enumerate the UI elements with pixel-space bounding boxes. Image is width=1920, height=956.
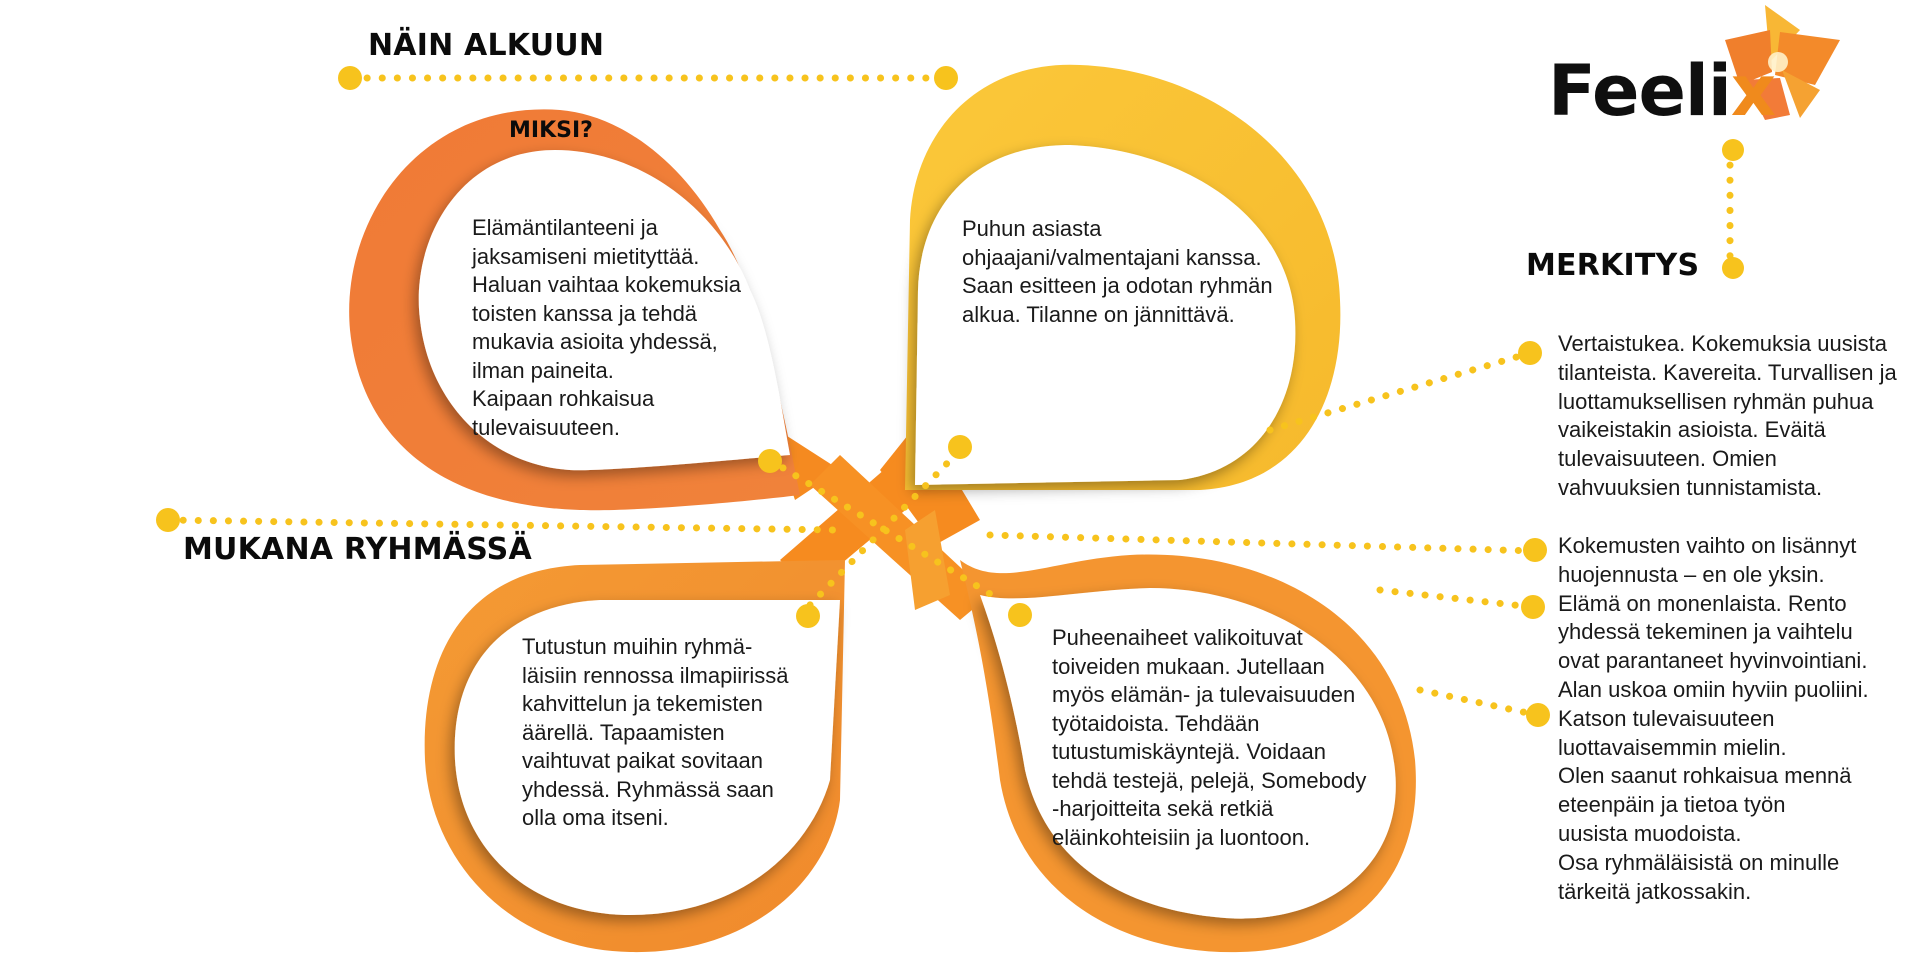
text-line: olla oma itseni.	[522, 805, 669, 830]
text-line: tehdä testejä, pelejä, Somebody	[1052, 767, 1367, 793]
bubble-text-bottom-right	[1052, 624, 1366, 852]
text-line: toisten kanssa ja tehdä	[472, 300, 698, 326]
heading-group: MUKANA RYHMÄSSÄ	[183, 532, 532, 567]
text-line: kahvittelun ja tekemisten	[522, 691, 763, 716]
text-line: eläinkohteisiin ja luontoon.	[1052, 824, 1311, 850]
text-line: Olen saanut rohkaisua mennä	[1558, 763, 1852, 789]
text-line: toiveiden mukaan. Jutellaan	[1052, 653, 1325, 679]
text-line: tulevaisuuteen.	[472, 414, 620, 440]
text-line: alkua. Tilanne on jännittävä.	[962, 301, 1235, 327]
text-line: Puheenaiheet valikoituvat	[1052, 625, 1303, 650]
text-line: Elämäntilanteeni ja	[472, 215, 658, 240]
logo-text-x: x	[1730, 50, 1776, 132]
text-line: äärellä. Tapaamisten	[522, 719, 725, 745]
text-line: Vertaistukea. Kokemuksia uusista	[1558, 331, 1887, 356]
text-line: huojennusta – en ole yksin.	[1558, 561, 1825, 587]
bubble-text-bottom-left	[522, 633, 789, 833]
heading-why: MIKSI?	[509, 118, 593, 143]
text-line: eteenpäin ja tietoa työn	[1558, 792, 1786, 818]
text-line: mukavia asioita yhdessä,	[472, 329, 718, 354]
text-line: Alan uskoa omiin hyviin puoliini.	[1558, 676, 1869, 702]
text-line: Tutustun muihin ryhmä-	[522, 634, 753, 659]
meaning-text-block-2	[1558, 532, 1869, 906]
text-line: Katson tulevaisuuteen	[1558, 705, 1775, 731]
heading-start: NÄIN ALKUUN	[368, 28, 605, 63]
text-line: läisiin rennossa ilmapiirissä	[522, 662, 789, 688]
text-line: luottamuksellisen ryhmän puhua	[1558, 388, 1874, 414]
text-line: yhdessä. Ryhmässä saan	[522, 776, 774, 802]
text-line: vaihtuvat paikat sovitaan	[522, 748, 763, 773]
text-line: luottavaisemmin mielin.	[1558, 734, 1787, 760]
logo-text-main: Feeli	[1548, 50, 1731, 132]
text-line: Kokemusten vaihto on lisännyt	[1558, 533, 1857, 558]
text-line: uusista muodoista.	[1558, 820, 1742, 846]
text-line: ovat parantaneet hyvinvointiani.	[1558, 648, 1868, 674]
text-line: Elämä on monenlaista. Rento	[1558, 590, 1847, 616]
text-line: -harjoitteita sekä retkiä	[1052, 796, 1274, 821]
text-line: myös elämän- ja tulevaisuuden	[1052, 682, 1356, 707]
text-line: tutustumiskäyntejä. Voidaan	[1052, 739, 1326, 764]
text-line: Kaipaan rohkaisua	[472, 386, 655, 411]
text-line: jaksamiseni mietityttää.	[472, 243, 700, 269]
text-line: vahvuuksien tunnistamista.	[1558, 474, 1823, 500]
text-line: Saan esitteen ja odotan ryhmän	[962, 273, 1273, 298]
text-line: vaikeistakin asioista. Eväitä	[1558, 417, 1826, 443]
text-line: ilman paineita.	[472, 357, 614, 383]
bubble-text-top-left	[472, 214, 741, 442]
text-line: tulevaisuuteen. Omien	[1558, 446, 1777, 472]
text-line: ohjaajani/valmentajani kanssa.	[962, 244, 1262, 270]
text-line: Haluan vaihtaa kokemuksia	[472, 272, 742, 297]
heading-meaning: MERKITYS	[1526, 248, 1700, 283]
text-line: Osa ryhmäläisistä on minulle	[1558, 849, 1840, 875]
logo	[1548, 50, 1775, 132]
meaning-text-block-1	[1558, 330, 1897, 503]
text-line: yhdessä tekeminen ja vaihtelu	[1558, 619, 1853, 645]
text-line: työtaidoista. Tehdään	[1052, 710, 1260, 736]
text-line: tilanteista. Kavereita. Turvallisen ja	[1558, 359, 1897, 385]
text-line: tärkeitä jatkossakin.	[1558, 878, 1752, 904]
text-line: Puhun asiasta	[962, 216, 1102, 241]
bubble-text-top-right	[962, 215, 1273, 329]
